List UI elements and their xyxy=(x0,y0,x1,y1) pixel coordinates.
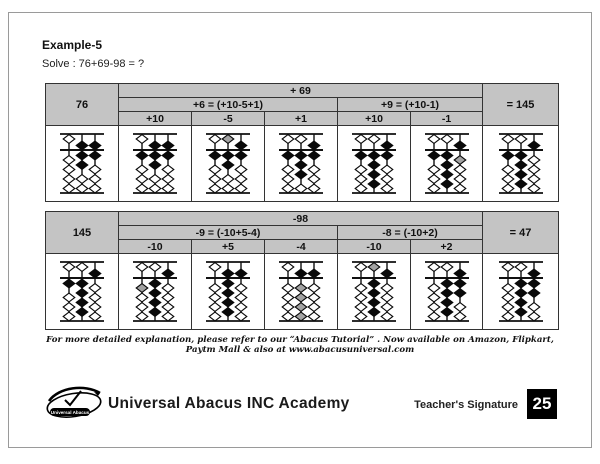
abacus-bead xyxy=(295,151,307,160)
abacus-bead xyxy=(515,179,527,188)
abacus-bead xyxy=(355,302,367,311)
abacus-bead xyxy=(502,174,514,183)
abacus-bead xyxy=(515,307,527,316)
abacus-bead xyxy=(76,160,88,169)
abacus-bead xyxy=(441,288,453,297)
abacus-bead xyxy=(136,151,148,160)
abacus-bead xyxy=(381,174,393,183)
abacus-bead xyxy=(235,174,247,183)
step-label: +10 xyxy=(119,112,192,126)
abacus-bead xyxy=(355,165,367,174)
abacus-diagram xyxy=(275,259,327,325)
abacus-bead xyxy=(368,160,380,169)
abacus-cell xyxy=(338,254,411,330)
abacus-bead xyxy=(209,184,221,193)
abacus-bead xyxy=(515,160,527,169)
abacus-bead xyxy=(63,279,75,288)
abacus-bead xyxy=(162,184,174,193)
abacus-bead xyxy=(63,184,75,193)
abacus-bead xyxy=(528,288,540,297)
step-label: +10 xyxy=(338,112,411,126)
abacus-bead xyxy=(89,184,101,193)
abacus-bead xyxy=(222,184,234,193)
step-label: +2 xyxy=(411,240,483,254)
abacus-bead xyxy=(368,307,380,316)
abacus-bead xyxy=(209,293,221,302)
abacus-bead xyxy=(162,312,174,321)
step-label: -1 xyxy=(411,112,483,126)
abacus-bead xyxy=(235,283,247,292)
step-label: -5 xyxy=(192,112,265,126)
abacus-bead xyxy=(162,293,174,302)
abacus-bead xyxy=(235,312,247,321)
abacus-bead xyxy=(308,302,320,311)
abacus-cell xyxy=(119,126,192,202)
abacus-bead xyxy=(209,174,221,183)
abacus-bead xyxy=(441,151,453,160)
abacus-bead xyxy=(355,134,367,143)
abacus-bead xyxy=(282,262,294,271)
abacus-bead xyxy=(355,293,367,302)
abacus-bead xyxy=(454,155,466,164)
abacus-diagram xyxy=(202,259,254,325)
example-title: Example-5 xyxy=(42,38,103,52)
abacus-bead xyxy=(515,279,527,288)
abacus-cell xyxy=(192,254,265,330)
abacus-bead xyxy=(282,134,294,143)
step-label: -10 xyxy=(338,240,411,254)
abacus-cell xyxy=(411,254,483,330)
abacus-bead xyxy=(63,165,75,174)
abacus-bead xyxy=(209,302,221,311)
abacus-bead xyxy=(368,279,380,288)
abacus-bead xyxy=(295,293,307,302)
abacus-diagram xyxy=(56,259,108,325)
abacus-bead xyxy=(149,298,161,307)
group-formula: +9 = (+10-1) xyxy=(338,98,483,112)
abacus-bead xyxy=(454,165,466,174)
abacus-bead xyxy=(428,312,440,321)
abacus-bead xyxy=(355,184,367,193)
abacus-bead xyxy=(295,134,307,143)
abacus-bead xyxy=(209,151,221,160)
abacus-bead xyxy=(528,174,540,183)
abacus-bead xyxy=(454,269,466,278)
operation-label: -98 xyxy=(119,212,483,226)
abacus-bead xyxy=(355,283,367,292)
abacus-bead xyxy=(89,293,101,302)
abacus-bead xyxy=(295,160,307,169)
abacus-bead xyxy=(515,288,527,297)
abacus-diagram xyxy=(348,259,400,325)
group-formula: +6 = (+10-5+1) xyxy=(119,98,338,112)
abacus-bead xyxy=(235,151,247,160)
abacus-bead xyxy=(282,312,294,321)
abacus-bead xyxy=(381,141,393,150)
abacus-bead xyxy=(282,283,294,292)
abacus-bead xyxy=(528,312,540,321)
abacus-bead xyxy=(368,179,380,188)
abacus-bead xyxy=(381,293,393,302)
abacus-bead xyxy=(136,262,148,271)
abacus-bead xyxy=(428,184,440,193)
teacher-signature-label: Teacher's Signature xyxy=(414,399,518,411)
abacus-bead xyxy=(136,293,148,302)
abacus-bead xyxy=(441,279,453,288)
abacus-bead xyxy=(63,134,75,143)
abacus-bead xyxy=(528,155,540,164)
abacus-diagram xyxy=(495,259,547,325)
abacus-cell xyxy=(119,254,192,330)
abacus-cell xyxy=(483,126,559,202)
abacus-diagram xyxy=(56,131,108,197)
abacus-bead xyxy=(222,269,234,278)
abacus-bead xyxy=(368,288,380,297)
abacus-bead xyxy=(89,174,101,183)
abacus-bead xyxy=(149,279,161,288)
abacus-bead xyxy=(76,279,88,288)
abacus-diagram xyxy=(421,259,473,325)
svg-text:Universal Abacus: Universal Abacus xyxy=(50,409,90,415)
abacus-cell xyxy=(338,126,411,202)
abacus-bead xyxy=(441,298,453,307)
abacus-bead xyxy=(502,262,514,271)
abacus-bead xyxy=(162,269,174,278)
abacus-bead xyxy=(441,160,453,169)
abacus-bead xyxy=(295,312,307,321)
abacus-bead xyxy=(222,134,234,143)
abacus-diagram xyxy=(495,131,547,197)
abacus-bead xyxy=(502,184,514,193)
abacus-diagram xyxy=(202,131,254,197)
calc-table-addition xyxy=(45,83,559,202)
step-label: -10 xyxy=(119,240,192,254)
step-label: +5 xyxy=(192,240,265,254)
abacus-bead xyxy=(149,160,161,169)
abacus-bead xyxy=(63,155,75,164)
abacus-cell xyxy=(46,126,119,202)
abacus-bead xyxy=(89,312,101,321)
abacus-bead xyxy=(162,174,174,183)
abacus-bead xyxy=(295,184,307,193)
abacus-bead xyxy=(441,179,453,188)
abacus-bead xyxy=(76,141,88,150)
abacus-diagram xyxy=(129,131,181,197)
abacus-bead xyxy=(502,165,514,174)
abacus-bead xyxy=(136,134,148,143)
abacus-bead xyxy=(454,288,466,297)
abacus-bead xyxy=(502,151,514,160)
abacus-bead xyxy=(209,165,221,174)
abacus-cell xyxy=(483,254,559,330)
abacus-cell xyxy=(265,254,338,330)
abacus-bead xyxy=(136,302,148,311)
abacus-diagram xyxy=(275,131,327,197)
abacus-bead xyxy=(381,165,393,174)
abacus-cell xyxy=(46,254,119,330)
abacus-bead xyxy=(209,134,221,143)
abacus-bead xyxy=(282,302,294,311)
abacus-bead xyxy=(162,141,174,150)
abacus-bead xyxy=(282,174,294,183)
abacus-bead xyxy=(368,151,380,160)
abacus-bead xyxy=(428,165,440,174)
abacus-bead xyxy=(76,298,88,307)
abacus-bead xyxy=(441,170,453,179)
abacus-bead xyxy=(162,283,174,292)
abacus-bead xyxy=(295,283,307,292)
abacus-bead xyxy=(209,283,221,292)
abacus-bead xyxy=(76,288,88,297)
page-number-badge: 25 xyxy=(527,389,557,419)
abacus-bead xyxy=(308,283,320,292)
abacus-bead xyxy=(528,279,540,288)
abacus-bead xyxy=(308,174,320,183)
abacus-bead xyxy=(89,151,101,160)
abacus-bead xyxy=(515,134,527,143)
abacus-bead xyxy=(308,151,320,160)
abacus-bead xyxy=(502,293,514,302)
abacus-bead xyxy=(149,141,161,150)
abacus-bead xyxy=(528,302,540,311)
group-formula: -8 = (-10+2) xyxy=(338,226,483,240)
abacus-bead xyxy=(381,269,393,278)
abacus-bead xyxy=(381,184,393,193)
abacus-bead xyxy=(282,165,294,174)
abacus-bead xyxy=(89,302,101,311)
abacus-bead xyxy=(295,302,307,311)
abacus-bead xyxy=(381,151,393,160)
abacus-bead xyxy=(235,269,247,278)
abacus-bead xyxy=(222,174,234,183)
abacus-bead xyxy=(454,184,466,193)
group-formula: -9 = (-10+5-4) xyxy=(119,226,338,240)
abacus-bead xyxy=(295,170,307,179)
abacus-cell xyxy=(411,126,483,202)
abacus-bead xyxy=(63,174,75,183)
abacus-bead xyxy=(454,312,466,321)
abacus-bead xyxy=(149,288,161,297)
abacus-bead xyxy=(428,151,440,160)
abacus-bead xyxy=(355,262,367,271)
abacus-bead xyxy=(308,141,320,150)
abacus-bead xyxy=(282,151,294,160)
abacus-bead xyxy=(428,262,440,271)
abacus-bead xyxy=(441,307,453,316)
abacus-bead xyxy=(355,312,367,321)
abacus-bead xyxy=(235,165,247,174)
abacus-bead xyxy=(355,174,367,183)
abacus-bead xyxy=(381,312,393,321)
abacus-bead xyxy=(515,151,527,160)
abacus-bead xyxy=(235,184,247,193)
abacus-bead xyxy=(428,302,440,311)
abacus-bead xyxy=(381,302,393,311)
abacus-bead xyxy=(381,283,393,292)
abacus-bead xyxy=(308,293,320,302)
abacus-bead xyxy=(428,134,440,143)
abacus-bead xyxy=(162,151,174,160)
abacus-bead xyxy=(428,293,440,302)
abacus-bead xyxy=(76,262,88,271)
abacus-bead xyxy=(76,307,88,316)
abacus-bead xyxy=(235,141,247,150)
abacus-bead xyxy=(502,283,514,292)
abacus-bead xyxy=(222,279,234,288)
abacus-bead xyxy=(308,184,320,193)
abacus-bead xyxy=(454,141,466,150)
abacus-bead xyxy=(355,151,367,160)
abacus-bead xyxy=(515,298,527,307)
abacus-bead xyxy=(63,302,75,311)
solve-problem-text: Solve : 76+69-98 = ? xyxy=(42,58,145,70)
abacus-bead xyxy=(136,184,148,193)
universal-abacus-logo-icon xyxy=(43,384,105,424)
abacus-bead xyxy=(454,279,466,288)
result-value: = 47 xyxy=(483,212,559,254)
abacus-bead xyxy=(149,151,161,160)
abacus-bead xyxy=(89,283,101,292)
abacus-bead xyxy=(528,165,540,174)
abacus-bead xyxy=(428,283,440,292)
abacus-bead xyxy=(149,307,161,316)
academy-name: Universal Abacus INC Academy xyxy=(108,395,350,412)
abacus-diagram xyxy=(348,131,400,197)
start-value: 76 xyxy=(46,84,119,126)
abacus-bead xyxy=(136,312,148,321)
abacus-diagram xyxy=(129,259,181,325)
abacus-bead xyxy=(76,174,88,183)
abacus-bead xyxy=(76,151,88,160)
result-value: = 145 xyxy=(483,84,559,126)
abacus-bead xyxy=(89,165,101,174)
abacus-bead xyxy=(368,262,380,271)
abacus-bead xyxy=(136,283,148,292)
operation-label: + 69 xyxy=(119,84,483,98)
abacus-bead xyxy=(209,312,221,321)
abacus-bead xyxy=(235,293,247,302)
abacus-bead xyxy=(515,262,527,271)
abacus-bead xyxy=(136,165,148,174)
step-label: -4 xyxy=(265,240,338,254)
footer-note: For more detailed explanation, please refer to our “Abacus Tutorial” . Now available on Amazon, Flipkart, Paytm Mall & also at www.abacusuniversal.com xyxy=(46,335,554,355)
abacus-bead xyxy=(441,134,453,143)
abacus-bead xyxy=(89,141,101,150)
abacus-bead xyxy=(222,288,234,297)
abacus-bead xyxy=(441,262,453,271)
abacus-diagram xyxy=(421,131,473,197)
abacus-cell xyxy=(192,126,265,202)
abacus-bead xyxy=(209,262,221,271)
start-value: 145 xyxy=(46,212,119,254)
abacus-bead xyxy=(454,302,466,311)
step-label: +1 xyxy=(265,112,338,126)
abacus-bead xyxy=(222,160,234,169)
abacus-bead xyxy=(528,184,540,193)
abacus-bead xyxy=(528,141,540,150)
abacus-bead xyxy=(295,269,307,278)
abacus-bead xyxy=(222,151,234,160)
abacus-bead xyxy=(502,134,514,143)
abacus-bead xyxy=(368,298,380,307)
abacus-bead xyxy=(428,174,440,183)
abacus-bead xyxy=(454,174,466,183)
abacus-bead xyxy=(308,312,320,321)
abacus-bead xyxy=(136,174,148,183)
abacus-bead xyxy=(149,184,161,193)
abacus-bead xyxy=(162,302,174,311)
abacus-bead xyxy=(149,174,161,183)
abacus-bead xyxy=(162,165,174,174)
abacus-bead xyxy=(368,170,380,179)
abacus-bead xyxy=(89,269,101,278)
abacus-bead xyxy=(149,262,161,271)
abacus-bead xyxy=(222,307,234,316)
abacus-bead xyxy=(235,302,247,311)
abacus-bead xyxy=(502,312,514,321)
abacus-bead xyxy=(282,184,294,193)
abacus-bead xyxy=(63,293,75,302)
abacus-bead xyxy=(502,302,514,311)
abacus-bead xyxy=(515,170,527,179)
abacus-bead xyxy=(76,184,88,193)
abacus-bead xyxy=(282,293,294,302)
abacus-bead xyxy=(63,262,75,271)
abacus-bead xyxy=(308,269,320,278)
abacus-bead xyxy=(222,298,234,307)
abacus-bead xyxy=(368,134,380,143)
abacus-cell xyxy=(265,126,338,202)
abacus-bead xyxy=(63,312,75,321)
calc-table-subtraction xyxy=(45,211,559,330)
abacus-bead xyxy=(308,165,320,174)
abacus-bead xyxy=(528,269,540,278)
